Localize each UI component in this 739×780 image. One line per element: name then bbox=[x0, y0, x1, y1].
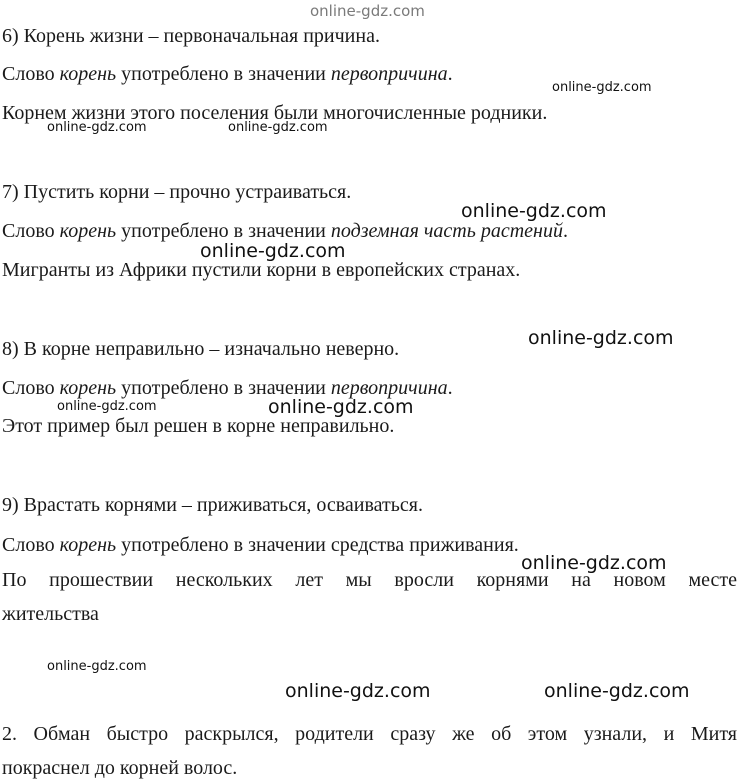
section-8-heading: 8) В корне неправильно – изначально неверно. bbox=[2, 338, 400, 360]
section-7-meaning-value: подземная часть растений bbox=[330, 220, 563, 242]
section-6-meaning: Слово корень употреблено в значении первопричина. bbox=[2, 63, 453, 85]
watermark: online-gdz.com bbox=[528, 327, 674, 349]
section-7-word: корень bbox=[59, 220, 117, 242]
section-9-meaning: Слово корень употреблено в значении средства приживания. bbox=[2, 534, 519, 556]
watermark: online-gdz.com bbox=[461, 200, 607, 222]
watermark: online-gdz.com bbox=[47, 120, 147, 135]
section-8-meaning: Слово корень употреблено в значении первопричина. bbox=[2, 377, 453, 399]
section-6-word: корень bbox=[59, 63, 117, 85]
task-2-line2: покраснел до корней волос. bbox=[2, 757, 238, 779]
section-7-meaning: Слово корень употреблено в значении подземная часть растений. bbox=[2, 220, 568, 242]
watermark: online-gdz.com bbox=[228, 120, 328, 135]
section-6-example: Корнем жизни этого поселения были многочисленные родники. bbox=[2, 102, 548, 124]
watermark: online-gdz.com bbox=[521, 552, 667, 574]
section-6-meaning-value: первопричина bbox=[330, 63, 448, 85]
header-watermark: online-gdz.com bbox=[310, 2, 425, 20]
watermark: online-gdz.com bbox=[552, 80, 652, 95]
task-2-line1: 2. Обман быстро раскрылся, родители сразу же об этом узнали, и Митя bbox=[2, 723, 737, 745]
section-8-meaning-value: первопричина bbox=[330, 377, 448, 399]
watermark: online-gdz.com bbox=[268, 396, 414, 418]
section-9-heading: 9) Врастать корнями – приживаться, осваиваться. bbox=[2, 494, 423, 516]
section-8-example: Этот пример был решен в корне неправильно. bbox=[2, 415, 395, 437]
section-7-heading: 7) Пустить корни – прочно устраиваться. bbox=[2, 181, 352, 203]
section-9-word: корень bbox=[59, 534, 117, 556]
watermark: online-gdz.com bbox=[47, 659, 147, 674]
section-7-example: Мигранты из Африки пустили корни в европейских странах. bbox=[2, 259, 521, 281]
watermark: online-gdz.com bbox=[285, 680, 431, 702]
section-9-example-line2: жительства bbox=[2, 603, 99, 625]
section-6-heading: 6) Корень жизни – первоначальная причина. bbox=[2, 25, 380, 47]
watermark: online-gdz.com bbox=[57, 399, 157, 414]
watermark: online-gdz.com bbox=[544, 680, 690, 702]
watermark: online-gdz.com bbox=[200, 240, 346, 262]
section-9-example-line1: По прошествии нескольких лет мы вросли корнями на новом месте bbox=[2, 569, 737, 591]
section-8-word: корень bbox=[59, 377, 117, 399]
